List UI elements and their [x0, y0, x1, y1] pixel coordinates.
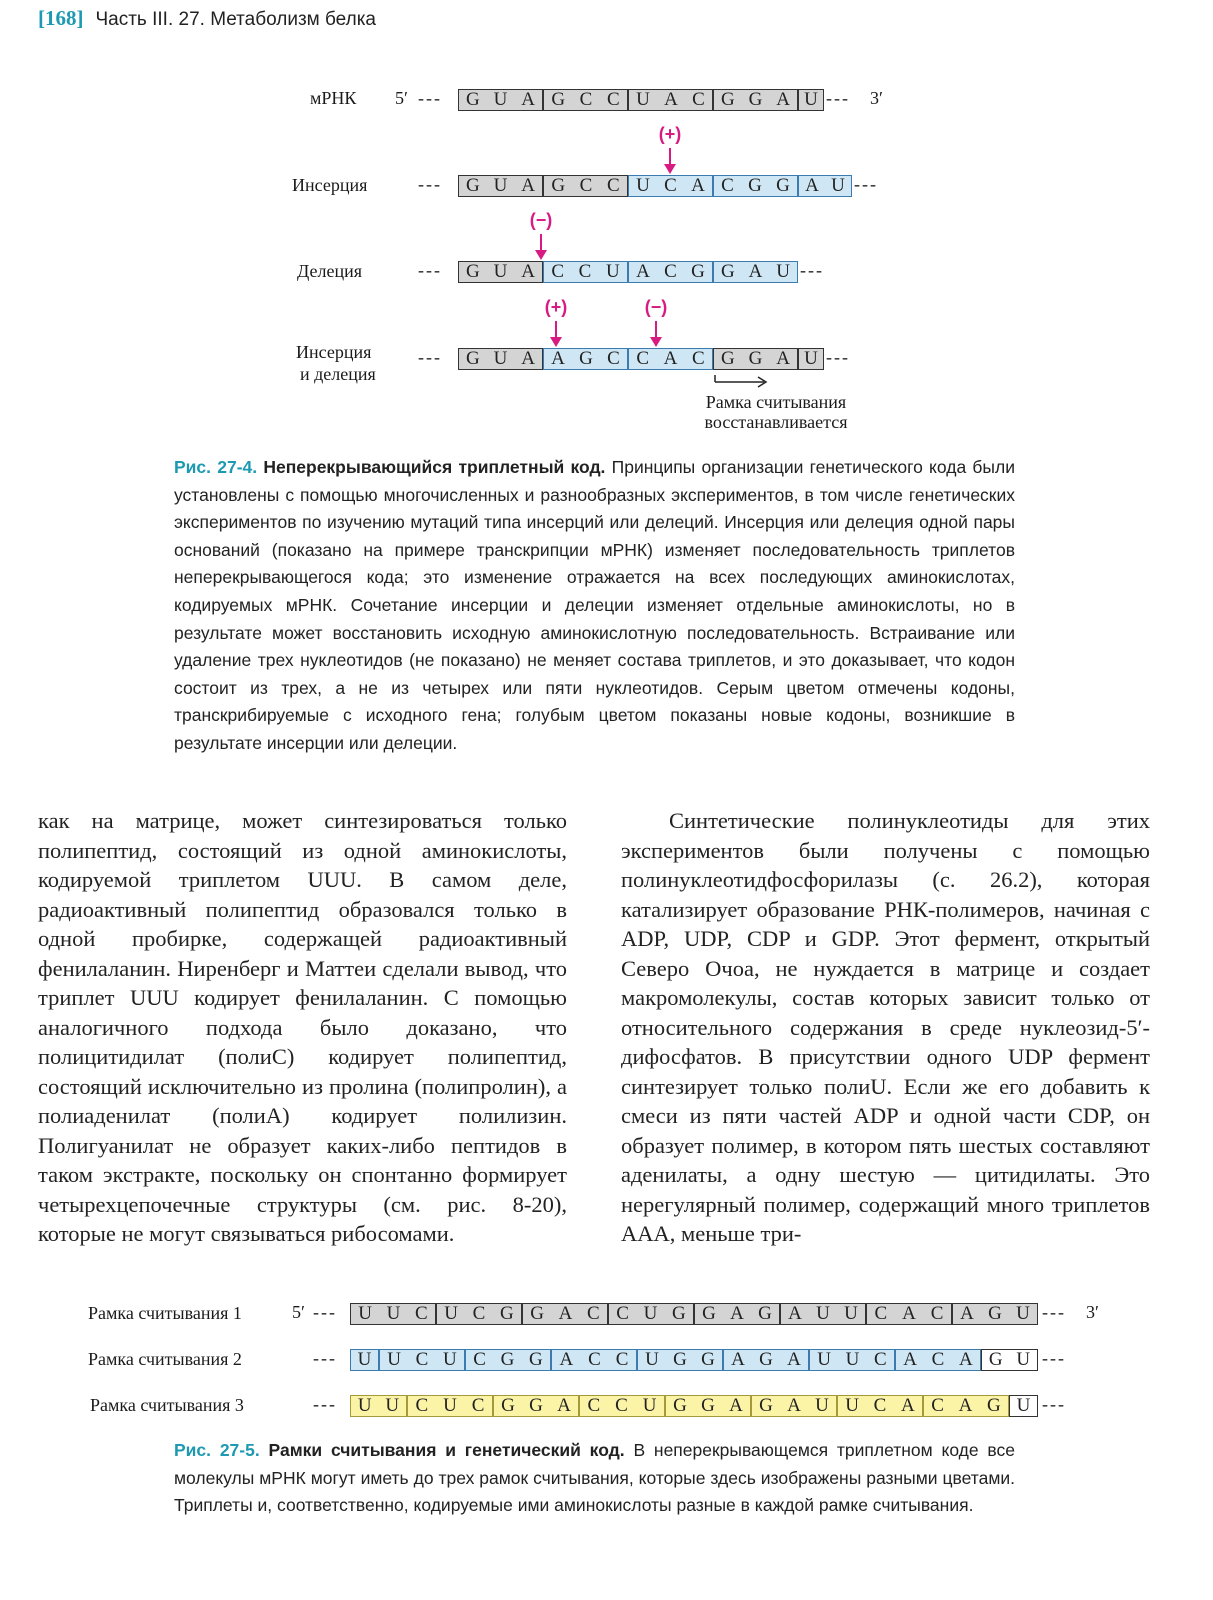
codon: C G G: [465, 1349, 551, 1371]
codon: G G A: [493, 1395, 579, 1417]
indel-minus-arrow: [655, 321, 657, 338]
restored-note-1: Рамка считывания: [705, 392, 847, 412]
codon: A G C: [543, 348, 628, 370]
caption-title: Неперекрывающийся триплетный код.: [263, 457, 606, 477]
codon: U C G: [436, 1303, 522, 1325]
indel-plus-arrow: [555, 321, 557, 338]
dash-right: ---: [1042, 1394, 1066, 1414]
five-prime-label: 5′: [292, 1302, 305, 1322]
dash-right: ---: [826, 347, 850, 367]
dash-right: ---: [1042, 1302, 1066, 1322]
codon: G G A: [713, 89, 798, 111]
five-prime-label: 5′: [395, 88, 408, 108]
codon: U: [798, 89, 824, 111]
header-title: Часть III. 27. Метаболизм белка: [95, 9, 377, 30]
caption-text: Принципы организации генетического кода были установлены с помощью многочисленных и разнообразных экспериментов, в том числе генетических экспериментов по изучению мутаций типа инсерций или делеций. Инсерция или делеция одной пары оснований (показано на примере транскрипции мРНК) изменяет последовательность триплетов неперекрывающегося кода; это изменение отражается на всех последующих аминокислотах, кодируемых мРНК. Сочетание инсерции и делеции изменяет отдельные аминокислоты, но в результате может восстановить исходную аминокислотную последовательность. Встраивание или удаление трех нуклеотидов (не показано) не меняет состава триплетов, и это доказывает, что кодон состоит из трех, а не из четырех или пяти нуклеотидов. Серым цветом отмечены кодоны, транскрибируемые с исходного гена; голубым цветом показаны новые кодоны, возникшие в результате инсерции или делеции.: [174, 457, 1015, 753]
page-number: [168]: [38, 6, 84, 30]
codon: U: [798, 348, 824, 370]
codon: U U: [350, 1395, 407, 1417]
three-prime-label: 3′: [870, 88, 883, 108]
deletion-mark: (−): [529, 210, 553, 230]
codon: U C A: [837, 1395, 923, 1417]
codon: U U C: [350, 1303, 436, 1325]
body-column-left: [38, 806, 567, 1249]
codon: C A C: [866, 1303, 952, 1325]
dash-left: ---: [418, 347, 442, 367]
codon: G U A: [458, 348, 543, 370]
caption-number: Рис. 27-4.: [174, 457, 258, 477]
codon: A C C: [551, 1349, 637, 1371]
codon: G G A: [665, 1395, 751, 1417]
codon: G C C: [543, 175, 628, 197]
codon: A U: [798, 175, 852, 197]
codon: G A G: [694, 1303, 780, 1325]
dash-right: ---: [1042, 1348, 1066, 1368]
body-paragraph: как на матрице, может синтезироваться только полипептид, состоящий из одной аминокислоты, кодируемой триплетом UUU. В самом деле, радиоактивный полипептид образовался только в одной пробирке, содержащей радиоактивный фенилаланин. Ниренберг и Маттеи сделали вывод, что триплет UUU кодирует фенилаланин. С помощью аналогичного подхода было доказано, что полицитидилат (полиC) кодирует полипептид, состоящий исключительно из пролина (полипролин), а полиаденилат (полиA) кодирует полилизин. Полигуанилат не образует каких-либо пептидов в таком экстракте, поскольку он спонтанно формирует четырехцепочечные структуры (см. рис. 8-20), которые не могут связываться рибосомами.: [38, 808, 567, 1246]
row-label-mrna: мРНК: [310, 88, 357, 108]
codon: C A G: [923, 1395, 1009, 1417]
dash-right: ---: [800, 260, 824, 280]
codon: G U A: [458, 261, 543, 283]
codon: C C U: [543, 261, 628, 283]
indel-minus-mark: (−): [644, 297, 668, 317]
frame-label-2: Рамка считывания 2: [88, 1349, 242, 1369]
codon: U: [1009, 1395, 1038, 1417]
running-header: [38, 6, 376, 32]
codon: A G A: [723, 1349, 809, 1371]
insertion-mark: (+): [658, 124, 682, 144]
codon: G U: [981, 1349, 1038, 1371]
dash-left: ---: [313, 1348, 337, 1368]
codon: A C A: [895, 1349, 981, 1371]
body-column-right: [621, 806, 1150, 1249]
codon: C A C: [628, 348, 713, 370]
frame-label-1: Рамка считывания 1: [88, 1303, 242, 1323]
restored-note-2: восстанавливается: [704, 412, 848, 432]
codon: G U A: [458, 89, 543, 111]
row-label-insertion: Инсерция: [292, 175, 368, 195]
codon: G A U: [713, 261, 798, 283]
figure-caption-27-5: [174, 1437, 1015, 1520]
body-paragraph: Синтетические полинуклеотиды для этих экспериментов были получены с помощью полинуклеотидфосфорилазы (с. 26.2), которая катализирует образование РНК-полимеров, начиная с ADP, UDP, CDP и GDP. Этот фермент, открытый Северо Очоа, не нуждается в матрице и создает макромолекулы, состав которых зависит только от относительного содержания в среде нуклеозид-5′-дифосфатов. В присутствии одного UDP фермент синтезирует только полиU. Если же его добавить к смеси из пяти частей ADP и одной части CDP, он образует полимер, в котором пять шестых составляют аденилаты, а одну шестую — цитидилаты. Это нерегулярный полимер, содержащий много триплетов AAA, меньше три-: [621, 808, 1150, 1246]
deletion-arrow: [540, 234, 542, 251]
dash-right: ---: [826, 88, 850, 108]
caption-number: Рис. 27-5.: [174, 1440, 260, 1460]
codon: U C A: [628, 175, 713, 197]
codon: A G U: [952, 1303, 1038, 1325]
figure-caption-27-4: [174, 454, 1015, 758]
row-label-indel-2: и делеция: [300, 364, 376, 384]
codon: U: [350, 1349, 379, 1371]
codon: C U C: [407, 1395, 493, 1417]
frame-label-3: Рамка считывания 3: [90, 1395, 244, 1415]
dash-left: ---: [418, 260, 442, 280]
codon: G C C: [543, 89, 628, 111]
row-label-deletion: Делеция: [297, 261, 363, 281]
dash-right: ---: [854, 174, 878, 194]
codon: A U U: [780, 1303, 866, 1325]
dash-left: ---: [313, 1394, 337, 1414]
codon: G U A: [458, 175, 543, 197]
indel-plus-mark: (+): [544, 297, 568, 317]
codon: G A U: [751, 1395, 837, 1417]
codon: U A C: [628, 89, 713, 111]
codon: U G G: [637, 1349, 723, 1371]
restored-arrow-icon: [714, 374, 774, 388]
three-prime-label: 3′: [1086, 1302, 1099, 1322]
codon: U U C: [809, 1349, 895, 1371]
codon: G A C: [522, 1303, 608, 1325]
codon: U C U: [379, 1349, 465, 1371]
codon: C C U: [579, 1395, 665, 1417]
codon: C G G: [713, 175, 798, 197]
codon: C U G: [608, 1303, 694, 1325]
caption-text: В неперекрывающемся триплетном коде все молекулы мРНК могут иметь до трех рамок считывания, которые здесь изображены разными цветами. Триплеты и, соответственно, кодируемые ими аминокислоты разные в каждой рамке считывания.: [174, 1440, 1015, 1516]
dash-left: ---: [313, 1302, 337, 1322]
codon: A C G: [628, 261, 713, 283]
dash-left: ---: [418, 88, 442, 108]
codon: G G A: [713, 348, 798, 370]
caption-title: Рамки считывания и генетический код.: [268, 1440, 625, 1460]
insertion-arrow: [669, 148, 671, 165]
row-label-indel-1: Инсерция: [296, 342, 372, 362]
dash-left: ---: [418, 174, 442, 194]
